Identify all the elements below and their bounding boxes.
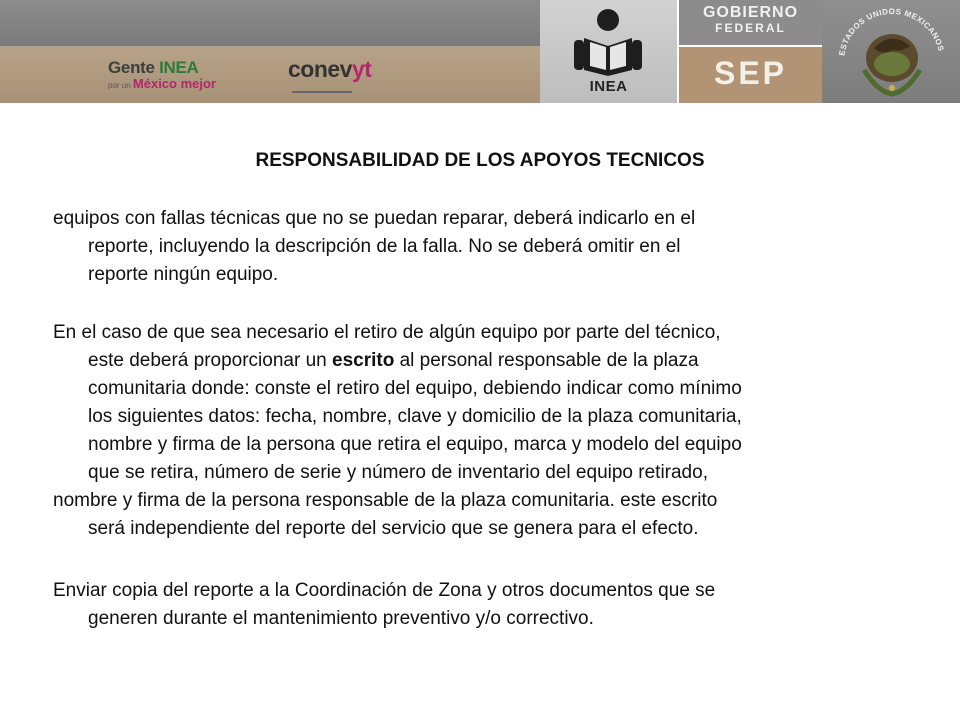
sep-box xyxy=(679,47,822,103)
conevyt-logo xyxy=(288,56,403,96)
header-banner xyxy=(0,0,960,103)
banner-top-strip xyxy=(0,0,540,46)
escudo-arc-text: ESTADOS UNIDOS MEXICANOS xyxy=(837,6,946,57)
paragraph-equipos-fallas xyxy=(53,205,913,289)
sep-label: SEP xyxy=(713,55,788,91)
federal-label: FEDERAL xyxy=(715,21,786,35)
paragraph1-line: reporte, incluyendo la descripción de la falla. No se deberá omitir en el xyxy=(88,236,681,257)
gente-logo-mexico: México mejor xyxy=(132,76,216,91)
paragraph1-line: equipos con fallas técnicas que no se puedan reparar, deberá indicarlo en el xyxy=(53,208,696,229)
paragraph2-line: será independiente del reporte del servicio que se genera para el efecto. xyxy=(88,518,699,539)
gente-inea-logo xyxy=(108,58,228,96)
conevyt-word-b: yt xyxy=(351,56,372,82)
paragraph2-text: al personal responsable de la plaza xyxy=(394,350,699,371)
gente-logo-inea: INEA xyxy=(159,58,199,77)
conevyt-tagline-graphic xyxy=(288,90,358,96)
paragraph2-line: nombre y firma de la persona que retira el equipo, marca y modelo del equipo xyxy=(88,434,742,455)
paragraph2-line: En el caso de que sea necesario el retiro de algún equipo por parte del técnico, xyxy=(53,322,721,343)
paragraph-enviar-copia xyxy=(53,577,913,633)
escudo-nacional-box xyxy=(822,0,960,103)
conevyt-word-a: conev xyxy=(288,56,352,82)
gobierno-federal-box xyxy=(679,0,822,45)
gente-logo-word: Gente xyxy=(108,58,160,77)
paragraph2-line: comunitaria donde: conste el retiro del equipo, debiendo indicar como mínimo xyxy=(88,378,742,399)
reader-person-icon xyxy=(540,0,677,80)
escrito-bold-word: escrito xyxy=(332,350,395,371)
page-title: RESPONSABILIDAD DE LOS APOYOS TECNICOS xyxy=(255,150,705,171)
paragraph2-line: los siguientes datos: fecha, nombre, clave y domicilio de la plaza comunitaria, xyxy=(88,406,742,427)
inea-logo-box xyxy=(540,0,677,103)
banner-logo-strip xyxy=(0,46,540,103)
paragraph2-text: este deberá proporcionar un xyxy=(88,350,332,371)
paragraph3-line: generen durante el mantenimiento preventivo y/o correctivo. xyxy=(88,608,594,629)
paragraph3-line: Enviar copia del reporte a la Coordinación de Zona y otros documentos que se xyxy=(53,580,716,601)
paragraph2-line-escrito xyxy=(53,347,913,375)
paragraph1-line: reporte ningún equipo. xyxy=(88,264,279,285)
mexican-coat-of-arms-icon xyxy=(822,0,960,103)
paragraph-retiro-equipo xyxy=(53,319,913,543)
paragraph2-line: que se retira, número de serie y número de inventario del equipo retirado, xyxy=(88,462,708,483)
paragraph2-line: nombre y firma de la persona responsable de la plaza comunitaria. este escrito xyxy=(53,490,718,511)
gente-logo-por-un: por un xyxy=(108,81,133,90)
gobierno-label: GOBIERNO xyxy=(702,4,799,21)
inea-label: INEA xyxy=(589,78,628,95)
